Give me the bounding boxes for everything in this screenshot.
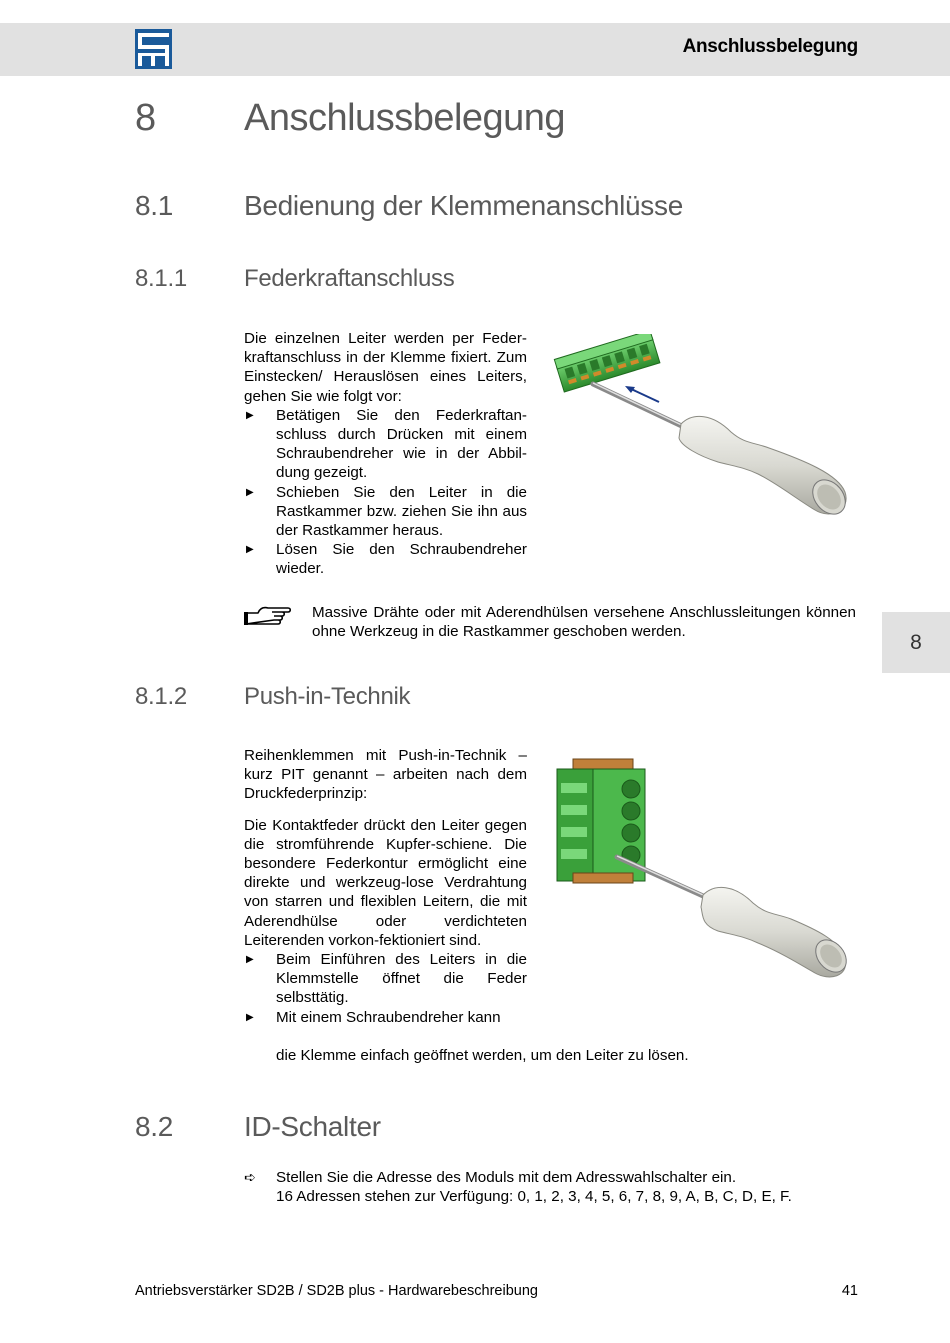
bullet-triangle-icon: ▶ bbox=[246, 1011, 254, 1023]
bullet-triangle-icon: ▶ bbox=[246, 409, 254, 421]
bullet-triangle-icon: ▶ bbox=[246, 544, 254, 556]
chapter-title: Anschlussbelegung bbox=[244, 97, 566, 139]
section-title: ID-Schalter bbox=[244, 1111, 381, 1142]
id-switch-instruction bbox=[244, 1168, 856, 1206]
id-line-2: 16 Adressen stehen zur Verfügung: 0, 1, 2, 3, 4, 5, 6, 7, 8, 9, A, B, C, D, E, F. bbox=[276, 1188, 792, 1206]
federkraft-text bbox=[244, 329, 527, 579]
subsection-number: 8.1.1 bbox=[135, 265, 187, 292]
pushin-bullet-tail: die Klemme einfach geöffnet werden, um den Leiter zu lösen. bbox=[276, 1047, 689, 1064]
pushin-text bbox=[244, 746, 527, 1027]
bullet-triangle-icon: ▶ bbox=[246, 954, 254, 966]
pushin-para1: Reihenklemmen mit Push-in-Technik – kurz PIT genannt – arbeiten nach dem Druckfederprinzip: bbox=[244, 747, 527, 803]
pushin-terminal-screwdriver-illustration bbox=[553, 755, 853, 1000]
federkraft-steps bbox=[244, 406, 527, 579]
section-title: Bedienung der Klemmenanschlüsse bbox=[244, 190, 683, 221]
list-item: ▶ Betätigen Sie den Federkraftan-schluss durch Drücken mit einem Schraubendreher wie in der Abbil-dung gezeigt. bbox=[246, 406, 527, 482]
subsection-number: 8.1.2 bbox=[135, 683, 187, 710]
pointing-hand-icon bbox=[244, 604, 292, 630]
list-item: ▶ Schieben Sie den Leiter in die Rastkammer bzw. ziehen Sie ihn aus der Rastkammer heraus. bbox=[246, 483, 527, 540]
page-number: 41 bbox=[841, 1283, 858, 1299]
list-item: ▶ Mit einem Schraubendreher kann bbox=[246, 1008, 501, 1026]
header-title: Anschlussbelegung bbox=[682, 36, 858, 57]
company-logo bbox=[135, 29, 172, 69]
subsection-title: Push-in-Technik bbox=[244, 683, 411, 710]
bullet-triangle-icon: ▶ bbox=[246, 486, 254, 498]
id-line-1: Stellen Sie die Adresse des Moduls mit dem Adresswahlschalter ein. bbox=[276, 1169, 737, 1186]
list-item: ▶ Beim Einführen des Leiters in die Klemmstelle öffnet die Feder selbsttätig. bbox=[246, 951, 527, 1007]
note-text: Massive Drähte oder mit Aderendhülsen versehene Anschlussleitungen können ohne Werkzeug in die Rastkammer geschoben werden. bbox=[312, 604, 856, 641]
pushin-steps bbox=[244, 950, 527, 1027]
chapter-side-tab: 8 bbox=[882, 612, 950, 673]
section-number: 8.2 bbox=[135, 1111, 174, 1142]
subsection-title: Federkraftanschluss bbox=[244, 265, 455, 292]
federkraft-intro: Die einzelnen Leiter werden per Feder-kraftanschluss in der Klemme fixiert. Zum Einstecken/ Herauslösen eines Leiters, gehen Sie wie folgt vor: bbox=[244, 330, 527, 405]
list-item: ▶ Lösen Sie den Schraubendreher wieder. bbox=[246, 541, 527, 578]
arrow-right-icon: ➪ bbox=[244, 1169, 256, 1185]
section-number: 8.1 bbox=[135, 190, 174, 221]
spring-terminal-screwdriver-illustration bbox=[553, 334, 853, 540]
pushin-para2: Die Kontaktfeder drückt den Leiter gegen die stromführende Kupfer-schiene. Die besondere Federkontur ermöglicht eine direkte und werkzeug-lose Verdrahtung von starren und flexiblen Leitern, die mit Aderendhülse oder verdichteten Leiterenden vorkon-fektioniert sind. bbox=[244, 816, 527, 949]
chapter-number: 8 bbox=[135, 97, 156, 139]
footer-document-title: Antriebsverstärker SD2B / SD2B plus - Hardwarebeschreibung bbox=[135, 1283, 538, 1299]
